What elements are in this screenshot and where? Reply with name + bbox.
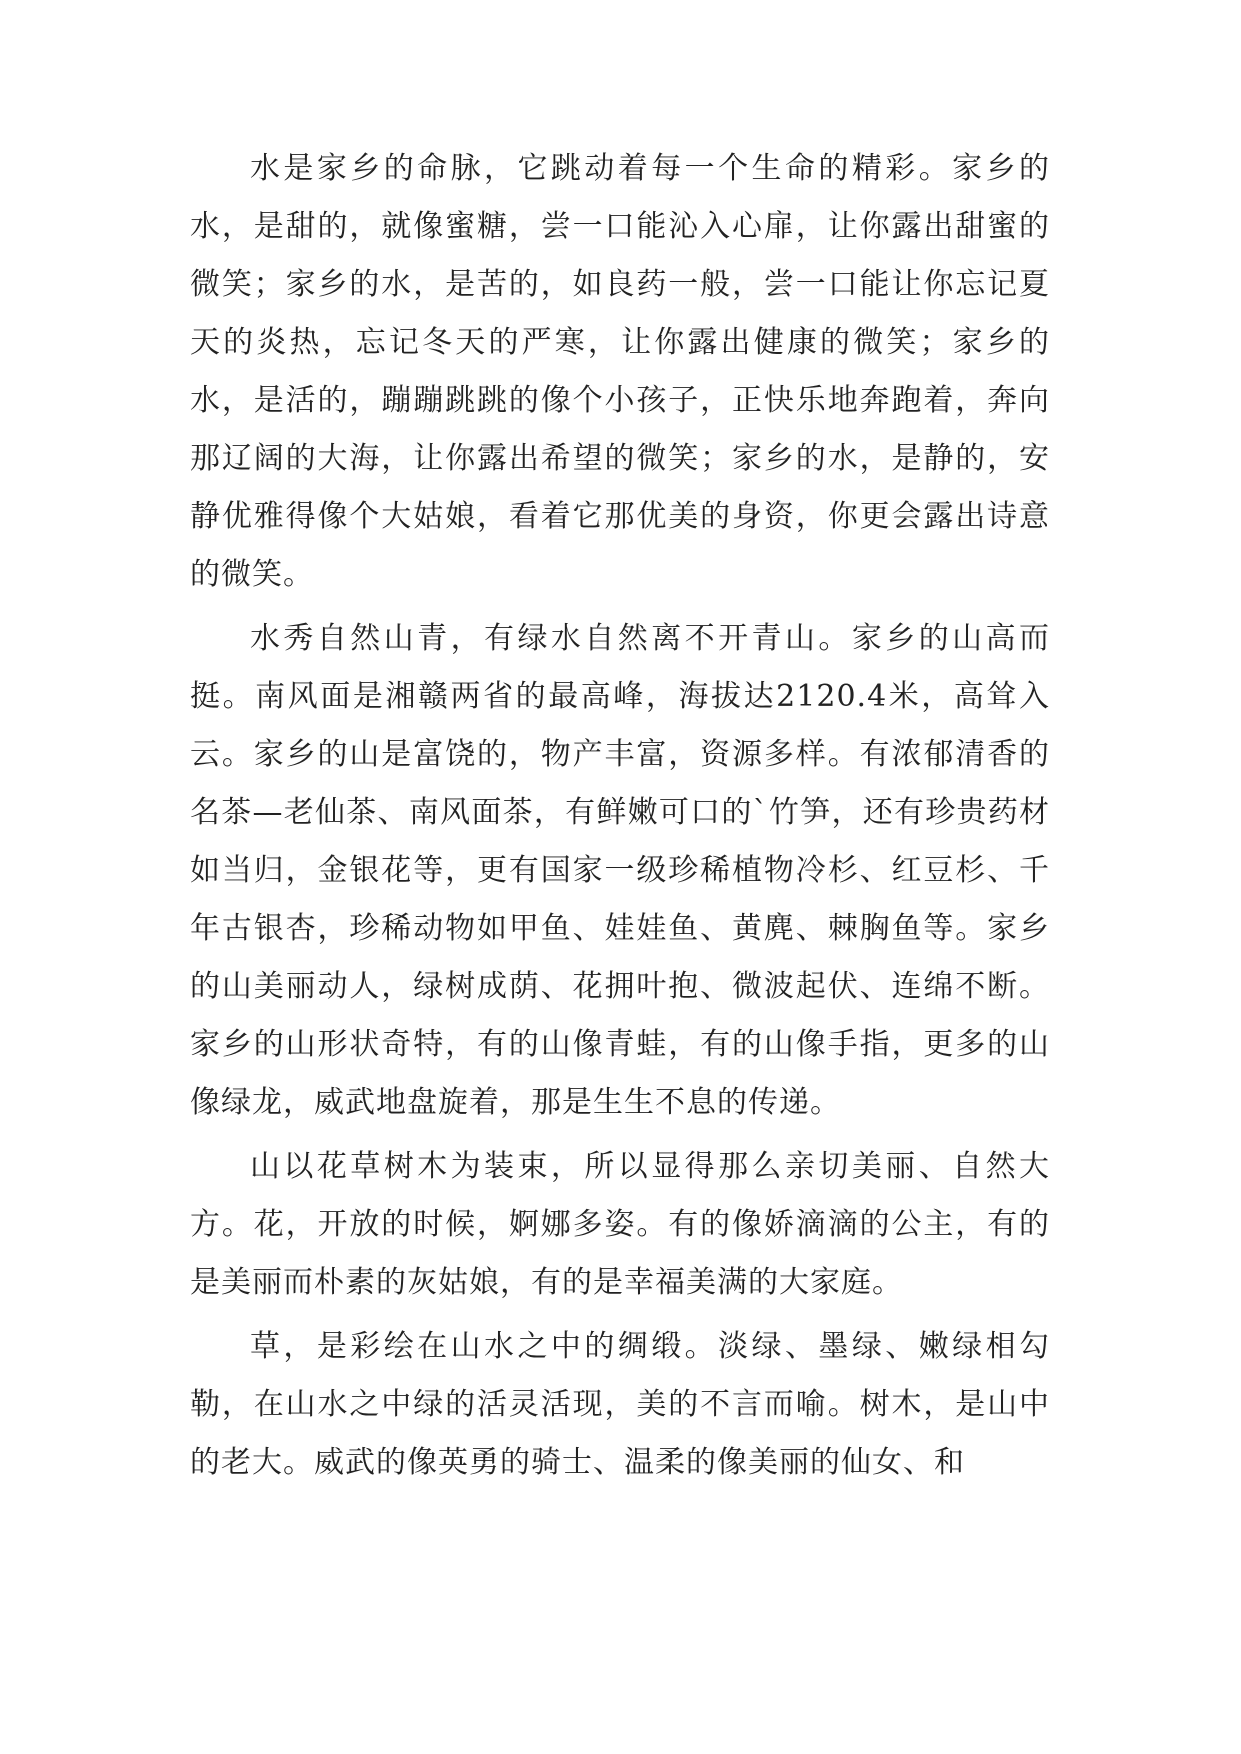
document-page (190, 140, 1050, 1640)
paragraph-water: 水是家乡的命脉，它跳动着每一个生命的精彩。家乡的水，是甜的，就像蜜糖，尝一口能沁入心扉，让你露出甜蜜的微笑；家乡的水，是苦的，如良药一般，尝一口能让你忘记夏天的炎热，忘记冬天的严寒，让你露出健康的微笑；家乡的水，是活的，蹦蹦跳跳的像个小孩子，正快乐地奔跑着，奔向那辽阔的大海，让你露出希望的微笑；家乡的水，是静的，安静优雅得像个大姑娘，看着它那优美的身资，你更会露出诗意的微笑。 (190, 151, 1050, 592)
paragraph-grass-trees: 草，是彩绘在山水之中的绸缎。淡绿、墨绿、嫩绿相勾勒，在山水之中绿的活灵活现，美的不言而喻。树木，是山中的老大。威武的像英勇的骑士、温柔的像美丽的仙女、和 (190, 1329, 1050, 1480)
paragraph-mountains: 水秀自然山青，有绿水自然离不开青山。家乡的山高而挺。南风面是湘赣两省的最高峰，海拔达2120.4米，高耸入云。家乡的山是富饶的，物产丰富，资源多样。有浓郁清香的名茶—老仙茶、南风面茶，有鲜嫩可口的`竹笋，还有珍贵药材如当归，金银花等，更有国家一级珍稀植物冷杉、红豆杉、千年古银杏，珍稀动物如甲鱼、娃娃鱼、黄麂、棘胸鱼等。家乡的山美丽动人，绿树成荫、花拥叶抱、微波起伏、连绵不断。家乡的山形状奇特，有的山像青蛙，有的山像手指，更多的山像绿龙，威武地盘旋着，那是生生不息的传递。 (190, 621, 1050, 1120)
paragraph-flowers: 山以花草树木为装束，所以显得那么亲切美丽、自然大方。花，开放的时候，婀娜多姿。有的像娇滴滴的公主，有的是美丽而朴素的灰姑娘，有的是幸福美满的大家庭。 (190, 1149, 1050, 1300)
